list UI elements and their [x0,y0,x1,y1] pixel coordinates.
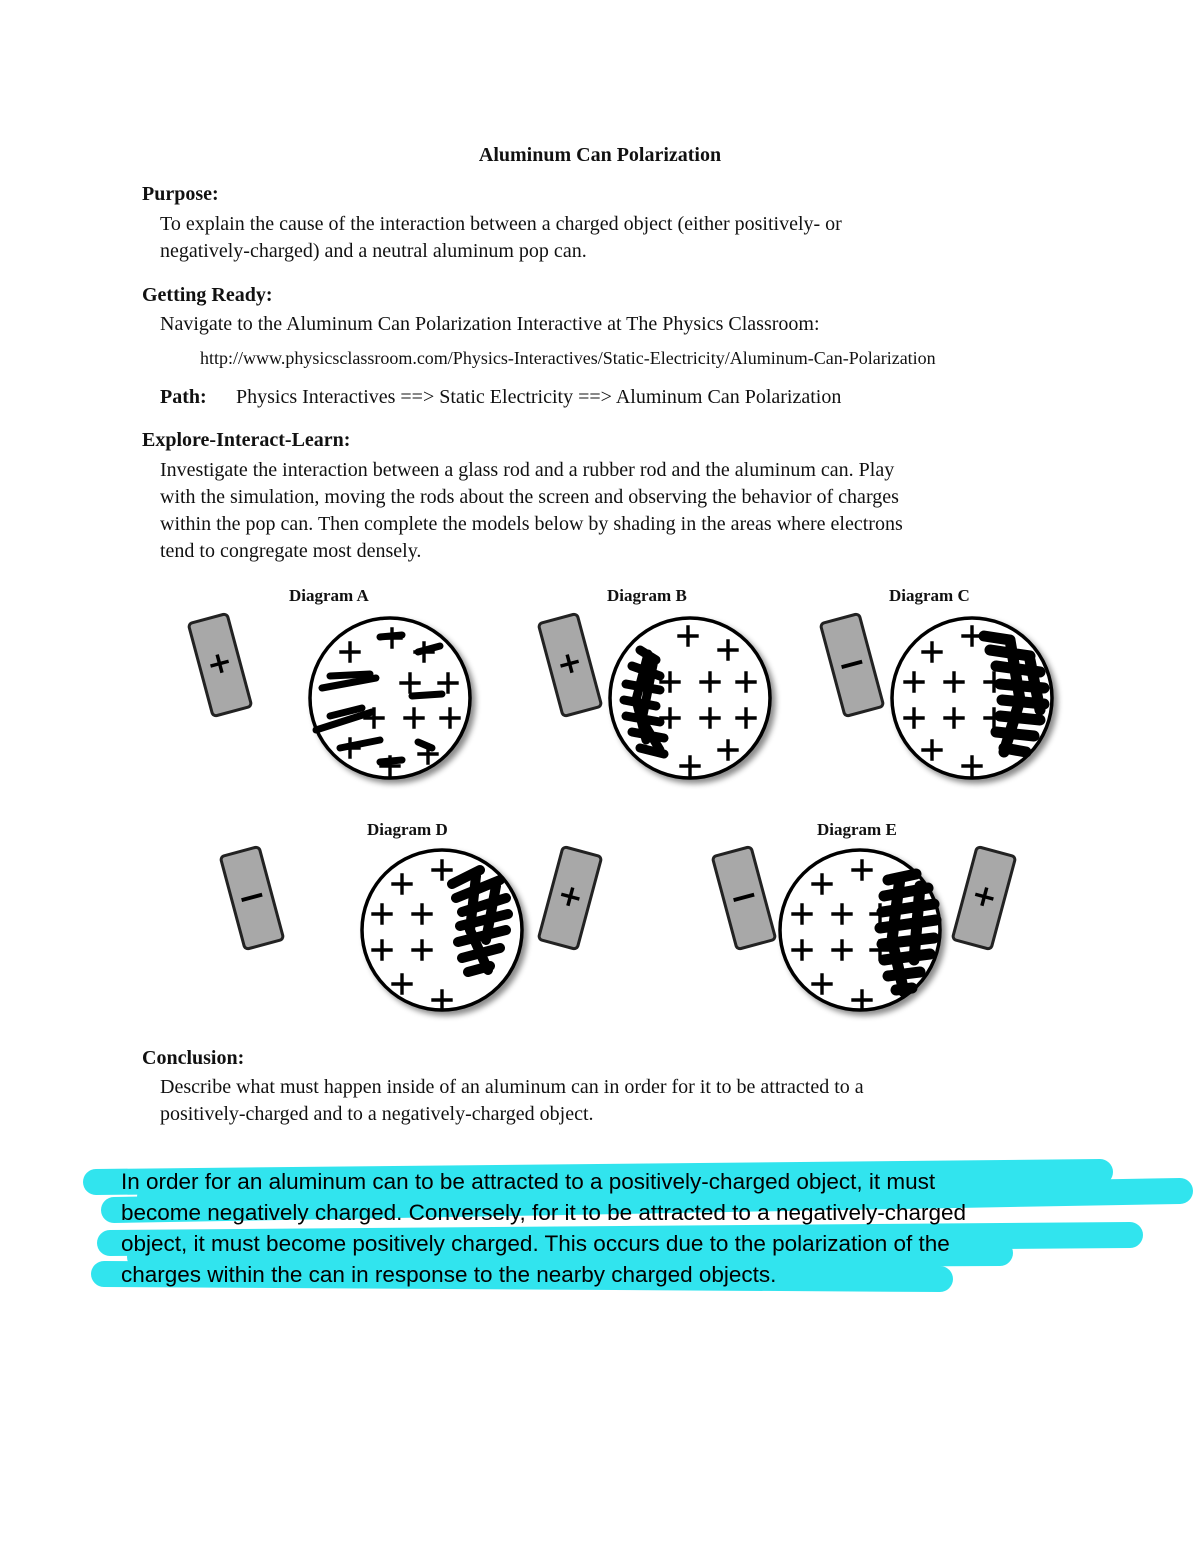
glass-rod-b[interactable] [538,613,601,716]
diagram-e-label: Diagram E [817,820,897,839]
diagram-b [538,613,770,778]
explore-line-3: within the pop can. Then complete the models below by shading in the areas where electrons [160,513,903,535]
diagram-d-label: Diagram D [367,820,448,839]
rubber-rod-e[interactable] [712,846,775,949]
rod-charge-a: + [202,643,237,684]
path-label: Path: [160,386,207,408]
getting-ready-heading: Getting Ready: [142,284,273,306]
glass-rod-d[interactable] [538,846,601,949]
conclusion-line-2: positively-charged and to a negatively-charged object. [160,1103,594,1125]
diagram-a-label: Diagram A [289,586,369,605]
answer-line-3: object, it must become positively charged. This occurs due to the polarization of the [121,1231,950,1256]
conclusion-line-1: Describe what must happen inside of an aluminum can in order for it to be attracted to a [160,1076,864,1098]
rod-charge-b: + [552,643,587,684]
glass-rod-a[interactable] [188,613,251,716]
diagram-a [188,613,470,778]
polarization-diagrams [0,580,1200,1040]
answer-line-2: become negatively charged. Conversely, for it to be attracted to a negatively-charged [121,1200,967,1225]
page-title: Aluminum Can Polarization [478,144,722,166]
diagram-c-label: Diagram C [889,586,970,605]
diagram-b-label: Diagram B [607,586,687,605]
getting-ready-line: Navigate to the Aluminum Can Polarization Interactive at The Physics Classroom: [160,313,820,335]
explore-heading: Explore-Interact-Learn: [142,429,351,451]
explore-line-1: Investigate the interaction between a glass rod and a rubber rod and the aluminum can. Play [160,459,895,481]
purpose-heading: Purpose: [142,183,219,205]
rod-charge-e-right: + [967,876,1002,917]
glass-rod-e[interactable] [952,846,1015,949]
purpose-line-2: negatively-charged) and a neutral aluminum pop can. [160,240,587,262]
diagram-e [712,846,1015,1010]
diagram-d [220,846,601,1010]
answer-line-4: charges within the can in response to the nearby charged objects. [121,1262,777,1287]
diagram-c [820,613,1052,778]
explore-line-4: tend to congregate most densely. [160,540,422,562]
rod-charge-e-left: − [724,874,763,921]
explore-line-2: with the simulation, moving the rods about the screen and observing the behavior of charges [160,486,899,508]
rubber-rod-d[interactable] [220,846,283,949]
interactive-url[interactable]: http://www.physicsclassroom.com/Physics-Interactives/Static-Electricity/Aluminum-Can-Polarization [200,348,936,368]
can-a[interactable] [310,618,470,778]
conclusion-heading: Conclusion: [142,1047,245,1069]
rod-charge-d-left: − [232,874,271,921]
answer-line-1: In order for an aluminum can to be attracted to a positively-charged object, it must [121,1169,936,1194]
answer-text [121,1166,1121,1290]
rubber-rod-c[interactable] [820,613,883,716]
purpose-line-1: To explain the cause of the interaction between a charged object (either positively- or [160,213,842,235]
rod-charge-d-right: + [553,876,588,917]
path-text: Physics Interactives ==> Static Electricity ==> Aluminum Can Polarization [236,386,842,408]
rod-charge-c: − [832,641,871,688]
